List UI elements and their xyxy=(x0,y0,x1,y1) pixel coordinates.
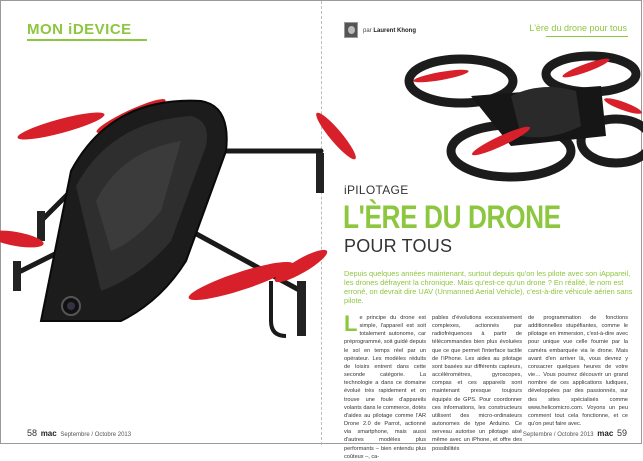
motor-post xyxy=(297,281,306,336)
article-headline: L'ÈRE DU DRONE xyxy=(343,199,561,235)
motor-post xyxy=(37,211,45,241)
article-subhead: POUR TOUS xyxy=(344,236,453,256)
propeller-blade xyxy=(603,95,643,116)
article-kicker: iPILOTAGE xyxy=(344,183,409,197)
motor-post xyxy=(316,153,324,193)
body-column-2: pables d'évolutions excessivement complexes, actionnés par radiofréquences à partir de télécommandes bien plus évoluées que ce que permet l'interface tactile de l'iPhone. Les aides au pilotage sont basées sur différents capteurs, accéléromètres, gyroscopes, compas et ces appareils sont maintenant presque toujours équipés de GPS. Pour coordonner ces informations, les constructeurs utilisent des micro-ordinateurs autonomes de type Arduino. Ce serveau autorise un pilotage aisé même avec un iPhone, et offre des possibilités xyxy=(432,315,522,452)
body-column-1 xyxy=(344,311,426,461)
running-rule xyxy=(546,36,628,37)
section-label: MON iDEVICE xyxy=(27,21,132,38)
author-avatar xyxy=(344,22,358,38)
camera-lens-inner xyxy=(67,302,75,310)
column-text: e principe du drone est simple, l'appareil est soit totalement autonome, car préprogrammé, soit guidé depuis le sol en temps réel par un opérateur. Les modèles réduits de loisirs entrent dans cette seconde catégorie. La technologie a dans ce domaine évolué très rapidement et on trouve une foule d'appareils volants dans le commerce, dotés d'aides au pilotage comme l'AR Drone 2.0 de Parrot, actionné via smartphone, mais aussi d'autres modèles plus performants – bien entendu plus coûteux –, ca- xyxy=(344,315,426,460)
drone-photo-right xyxy=(401,46,643,186)
article-standfirst: Depuis quelques années maintenant, surtout depuis qu'on les pilote avec son iAppareil, les drones défrayent la chronique. Mais qu'est-ce qu'un drone ? En réalité, le nom est erroné, on devrait dire UAV (Unmanned Aerial Vehicle), c'est-à-dire véhicule aérien sans pilote. xyxy=(344,269,633,305)
magazine-logo: mac xyxy=(597,429,614,438)
page-number-left: 58 xyxy=(27,428,38,438)
drone-photo-left xyxy=(1,91,371,351)
folio-left xyxy=(27,428,131,438)
magazine-logo: mac xyxy=(40,429,57,438)
author-byline: par Laurent Khong xyxy=(363,28,417,34)
section-rule xyxy=(27,39,147,41)
running-title: L'ère du drone pour tous xyxy=(529,23,627,33)
hull-ring xyxy=(546,56,636,92)
page-number-right: 59 xyxy=(616,428,627,438)
issue-date: Septembre / Octobre 2013 xyxy=(522,432,594,438)
issue-date: Septembre / Octobre 2013 xyxy=(60,432,132,438)
folio-right xyxy=(523,428,627,438)
body-column-3: de programmation de fonctions additionnelles stupéfiantes, comme le pilotage en immersion, c'est-à-dire avec pour unique vue celle fournie par la caméra embarquée via le drone. Mais avant d'en arriver là, vous devrez y consacrer quelques heures de votre vie… Vous pourrez découvrir un grand nombre de ces applications ludiques, développées par des passionnés, sur des sites spécialisés comme www.helicomicro.com. Voyons un peu comment tout cela fonctionne, et ce qu'on peut faire avec. xyxy=(528,315,628,428)
author-name: Laurent Khong xyxy=(373,28,417,34)
landing-leg xyxy=(271,281,286,336)
motor-post xyxy=(13,261,21,291)
drop-cap: L xyxy=(344,311,358,336)
